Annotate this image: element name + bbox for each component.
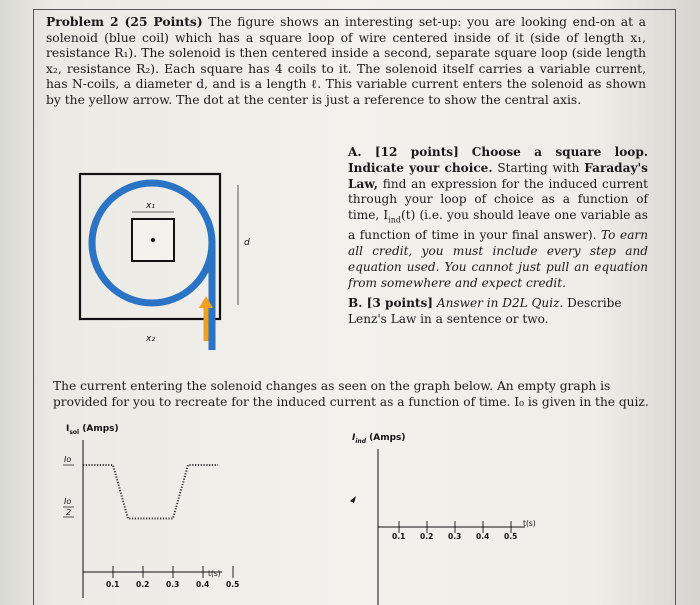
x-tick-label: 0.5 xyxy=(504,532,518,541)
graph1-ylabel xyxy=(66,424,119,436)
solenoid-figure xyxy=(60,165,270,355)
graph2-ylabel-rest: (Amps) xyxy=(365,433,406,443)
graph1-xlabel: t(s) xyxy=(208,569,221,578)
part-a-law: Faraday's Law, xyxy=(348,160,648,191)
x-tick-label: 0.1 xyxy=(392,532,406,541)
part-b xyxy=(348,296,648,328)
x-tick-label: 0.3 xyxy=(166,580,180,589)
graph1-data-line xyxy=(83,465,218,519)
problem-statement xyxy=(46,14,646,109)
x-tick-label: 0.1 xyxy=(106,580,120,589)
x-tick-label: 0.3 xyxy=(448,532,462,541)
graph2-xticks xyxy=(392,521,517,541)
graph2-ylabel-sub: ind xyxy=(355,437,366,445)
x-tick-label: 0.2 xyxy=(136,580,150,589)
graph1-isol xyxy=(60,438,250,598)
graph1-ytick-mid-den: 2 xyxy=(66,508,72,517)
graph2-xlabel: t(s) xyxy=(523,519,536,528)
part-a-italic: To earn all credit, you must include every step and equation used. You cannot just pull an equation from somewhere and expect credit. xyxy=(348,228,648,290)
x-tick-label: 0.4 xyxy=(476,532,490,541)
graph2-ylabel xyxy=(352,433,406,445)
part-b-italic: Answer in D2L Quiz. xyxy=(436,296,564,310)
part-a-text-3: (t) (i.e. you should leave one variable as a function of time in your final answer). xyxy=(348,208,648,243)
x-tick-label: 0.5 xyxy=(226,580,240,589)
problem-heading: Problem 2 (25 Points) xyxy=(46,14,203,29)
part-a-subscript: ind xyxy=(388,215,401,225)
x-tick-label: 0.4 xyxy=(196,580,210,589)
central-axis-dot xyxy=(151,238,155,242)
graph1-ylabel-main: I xyxy=(66,424,70,434)
d-label: d xyxy=(244,238,250,248)
part-b-heading: B. [3 points] xyxy=(348,296,434,310)
graph2-ylabel-main: I xyxy=(352,433,356,443)
part-a-heading: A. [12 points] xyxy=(348,145,459,159)
cursor-arrow-icon xyxy=(350,496,356,503)
part-a-text-2: find an expression for the induced current through your loop of choice as a function of time, I xyxy=(348,176,648,223)
graph1-ylabel-sub: sol xyxy=(69,428,80,436)
x2-label: x₂ xyxy=(146,334,155,344)
graph1-ylabel-rest: (Amps) xyxy=(79,424,119,434)
graph1-ytick-top: Io xyxy=(64,455,72,464)
part-a xyxy=(348,145,648,292)
part-a-text-1: Starting with xyxy=(497,160,580,175)
x-tick-label: 0.2 xyxy=(420,532,434,541)
graph2-iind xyxy=(340,447,550,605)
problem-text: The figure shows an interesting set-up: you are looking end-on at a solenoid (blue coil) which has a square loop of wire centered inside of it (side of length x₁, resistance R₁). The solenoid is then centered inside a second, separate square loop (side length x₂, resistance R₂). Each square has 4 coils to it. The solenoid itself carries a variable current, has N-coils, a diameter d, and is a length ℓ. This variable current enters the solenoid as shown by the yellow arrow. The dot at the center is just a reference to show the central axis. xyxy=(46,15,646,107)
part-a-bold: Choose a square loop. Indicate your choice. xyxy=(348,145,649,175)
graph1-ytick-mid-num: Io xyxy=(64,497,72,506)
x1-label: x₁ xyxy=(146,201,155,211)
part-b-text: Describe Lenz's Law in a sentence or two. xyxy=(348,296,622,326)
graph-intro: The current entering the solenoid changes as seen on the graph below. An empty graph is provided for you to recreate for the induced current as a function of time. I₀ is given in the quiz. xyxy=(53,379,649,409)
